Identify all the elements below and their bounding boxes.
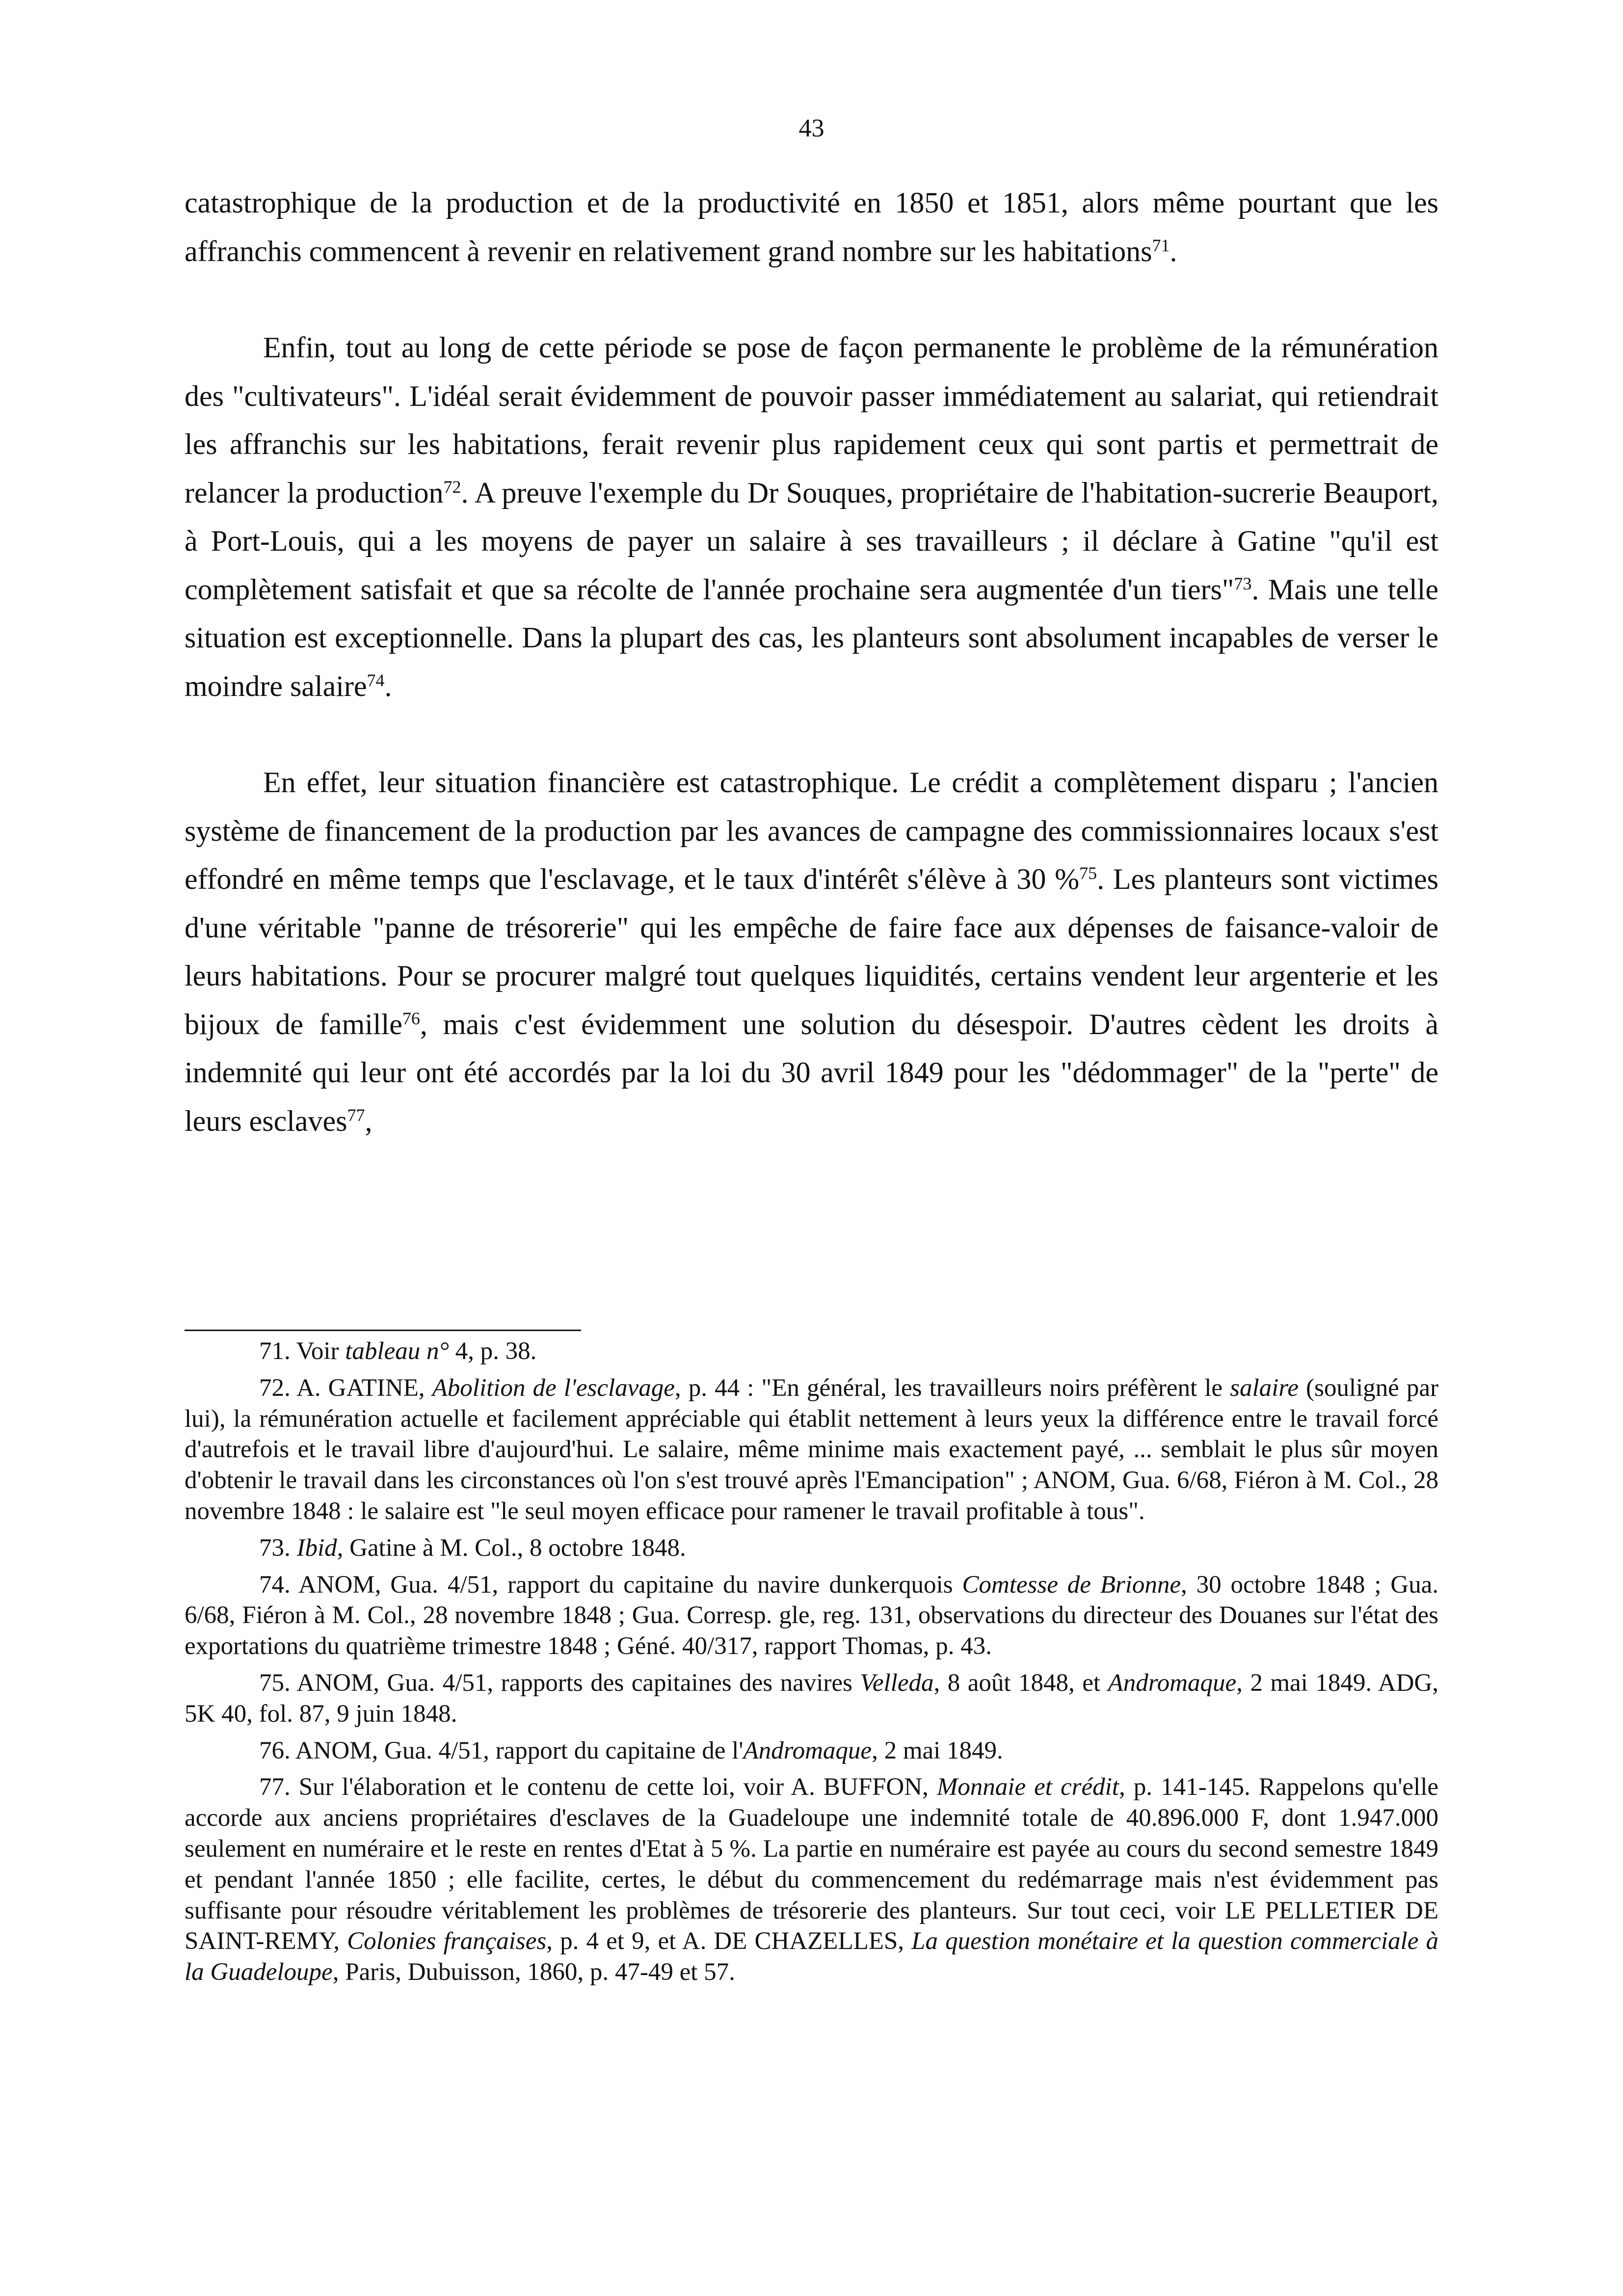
footnote-72: 72. A. GATINE, Abolition de l'esclavage, p. 44 : "En général, les travailleurs noirs préfèrent le salaire (souligné par lui), la rémunération actuelle et facilement appréciable qui établit nettement à leurs yeux la différence entre le travail forcé d'autrefois et le travail libre d'aujourd'hui. Le salaire, même minime mais exactement payé, ... semblait le plus sûr moyen d'obtenir le travail dans les circonstances où l'on s'est trouvé après l'Emancipation" ; ANOM, Gua. 6/68, Fiéron à M. Col., 28 novembre 1848 : le salaire est "le seul moyen efficace pour ramener le travail profitable à tous". <box>185 1374 1438 1525</box>
footnote-73: 73. Ibid, Gatine à M. Col., 8 octobre 1848. <box>259 1534 686 1562</box>
paragraph: Enfin, tout au long de cette période se pose de façon permanente le problème de la rémunération des "cultivateurs". L'idéal serait évidemment de pouvoir passer immédiatement au salariat, qui retiendrait les affranchis sur les habitations, ferait revenir plus rapidement ceux qui sont partis et permettrait de relancer la production$^{72}$. A preuve l'exemple du Dr Souques, propriétaire de l'habitation-sucrerie Beauport, à Port-Louis, qui a les moyens de payer un salaire à ses travailleurs ; il déclare à Gatine "qu'il est complètement satisfait et que sa récolte de l'année prochaine sera augmentée d'un tiers"$^{73}$. Mais une telle situation est exceptionnelle. Dans la plupart des cas, les planteurs sont absolument incapables de verser le moindre salaire$^{74}$. <box>185 331 1439 702</box>
footnote-74: 74. ANOM, Gua. 4/51, rapport du capitaine du navire dunkerquois Comtesse de Brionne, 30 octobre 1848 ; Gua. 6/68, Fiéron à M. Col., 28 novembre 1848 ; Gua. Corresp. gle, reg. 131, observations du directeur des Douanes sur l'état des exportations du quatrième trimestre 1848 ; Géné. 40/317, rapport Thomas, p. 43. <box>185 1571 1438 1660</box>
paragraph: En effet, leur situation financière est catastrophique. Le crédit a complètement disparu ; l'ancien système de financement de la production par les avances de campagne des commissionnaires locaux s'est effondré en même temps que l'esclavage, et le taux d'intérêt s'élève à 30 %$^{75}$. Les planteurs sont victimes d'une véritable "panne de trésorerie" qui les empêche de faire face aux dépenses de faisance-valoir de leurs habitations. Pour se procurer malgré tout quelques liquidités, certains vendent leur argenterie et les bijoux de famille$^{76}$, mais c'est évidemment une solution du désespoir. D'autres cèdent les droits à indemnité qui leur ont été accordés par la loi du 30 avril 1849 pour les "dédommager" de la "perte" de leurs esclaves$^{77}$, <box>185 766 1438 1137</box>
footnote-separator <box>185 1330 581 1331</box>
paragraph-gap <box>185 710 1438 758</box>
footnote-77: 77. Sur l'élaboration et le contenu de cette loi, voir A. BUFFON, Monnaie et crédit, p. 141-145. Rappelons qu'elle accorde aux anciens propriétaires d'esclaves de la Guadeloupe une indemnité totale de 40.896.000 F, dont 1.947.000 seulement en numéraire et le reste en rentes d'Etat à 5 %. La partie en numéraire est payée au cours du second semestre 1849 et pendant l'année 1850 ; elle facilite, certes, le début du commencement du redémarrage mais n'est évidemment pas suffisante pour résoudre véritablement les problèmes de trésorerie des planteurs. Sur tout ceci, voir LE PELLETIER DE SAINT-REMY, Colonies françaises, p. 4 et 9, et A. DE CHAZELLES, La question monétaire et la question commerciale à la Guadeloupe, Paris, Dubuisson, 1860, p. 47-49 et 57. <box>185 1773 1439 1986</box>
paragraph-gap <box>185 275 1438 323</box>
footnote-76: 76. ANOM, Gua. 4/51, rapport du capitaine de l'Andromaque, 2 mai 1849. <box>259 1736 1003 1764</box>
footnote-71: 71. Voir tableau n° 4, p. 38. <box>259 1337 537 1365</box>
footnotes <box>185 1336 1438 1988</box>
paragraph: catastrophique de la production et de la productivité en 1850 et 1851, alors même pourtant que les affranchis commencent à revenir en relativement grand nombre sur les habitations$^{71}$. <box>185 187 1438 267</box>
page-number: 43 <box>798 114 825 142</box>
body-text <box>185 179 1438 1145</box>
footnote-75: 75. ANOM, Gua. 4/51, rapports des capitaines des navires Velleda, 8 août 1848, et Andromaque, 2 mai 1849. ADG, 5K 40, fol. 87, 9 juin 1848. <box>185 1669 1438 1728</box>
